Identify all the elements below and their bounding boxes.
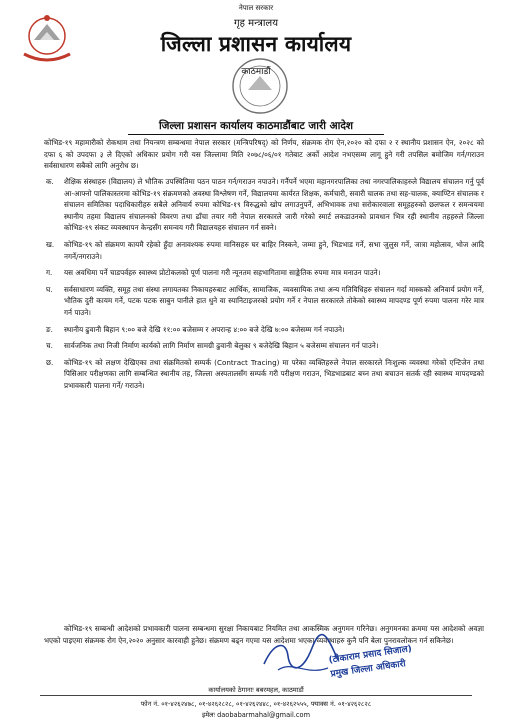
order-item-marker: च. [46, 341, 53, 351]
notice-closing: कोभिड-१९ सम्बन्धी आदेशको प्रभावकारी पालना सम्बन्धमा सुरक्षा निकायबाट नियमित तथा आकस्मिक अनुगमन गरिनेछ। अनुगमनका क्रममा यस आदेशको अवज्ञा भएको पाइएमा संक्रमक रोग ऐन,२०२० अनुसार कारवाही हुनेछ। संक्रमण बढ्न गएमा यस आदेशमा भएका व्यवस्थाहरु कुनै पनि बेला पुनरावलोकन गर्न सकिनेछ। [44, 624, 484, 645]
footer-divider [40, 695, 472, 696]
office-name: जिल्ला प्रशासन कार्यालय [160, 32, 352, 56]
order-item [44, 284, 484, 319]
ministry-name: गृह मन्त्रालय [233, 18, 279, 29]
government-name: नेपाल सरकार [238, 4, 274, 12]
office-stamp [230, 56, 290, 116]
order-item-marker: छ. [46, 357, 54, 367]
order-list [44, 176, 484, 397]
order-item-marker: ङ. [46, 324, 53, 334]
notice-intro: कोभिड-१९ महामारीको रोकथाम तथा नियन्त्रण सम्बन्धमा नेपाल सरकार (मन्त्रिपरिषद्) को निर्णय, संक्रमक रोग ऐन,२०२० को दफा २ र स्थानीय प्रशासन ऐन, २०२८ को दफा ६ को उपदफा ३ ले दिएको अधिकार प्रयोग गरी यस जिल्लामा मिति २०७८/०६/०१ गतेबाट अर्को आदेश नभएसम्म लागू हुने गरी तपसिल बमोजिम गर्न/गराउन सर्वसाधारण सबैको लागि अनुरोध छ। [44, 138, 484, 171]
order-item-text: स्थानीय ढुवानी बिहान ९:०० बजे देखि ११:०० बजेसम्म र अपरान्ह ४:०० बजे देखि ७:०० बजेसम्म गर्न नपाउने। [64, 324, 345, 334]
notice-title: जिल्ला प्रशासन कार्यालय काठमाडौंबाट जारी आदेश [128, 118, 384, 135]
order-item [44, 340, 484, 352]
order-item [44, 357, 484, 392]
order-item-text: सर्वसाधारण व्यक्ति, समूह तथा संस्था लगायतका निकायहरुबाट आर्थिक, सामाजिक, व्यवसायिक तथा अन्य गतिविधिहरु संचालन गर्दा मास्कको अनिवार्य प्रयोग गर्ने, भौतिक दुरी कायम गर्ने, पटक पटक साबुन पानीले हात धुने वा स्यानिटाइजरको प्रयोग गर्ने र नेपाल सरकारले तोकेको स्वास्थ्य मापदण्ड पूर्ण रुपमा पालना गरेर मात्र गर्न पाउने। [64, 284, 484, 317]
order-item [44, 267, 484, 279]
order-item [44, 324, 484, 336]
order-item-text: सार्वजनिक तथा निजी निर्माण कार्यको लागि निर्माण सामग्री ढुवानी बेलुका ९ बजेदेखि बिहान ५ बजेसम्म संचालन गर्न पाउने। [64, 341, 379, 351]
officer-stamp: (टीकाराम प्रसाद सिजाल) प्रमुख जिल्ला अधिकारी [328, 644, 413, 680]
order-item [44, 239, 484, 262]
order-item-marker: ग. [46, 268, 53, 278]
order-item-text: शैक्षिक संस्थाहरु (विद्यालय) ले भौतिक उपस्थितिमा पठन पाठन गर्न/गराउन नपाउने। गर्नैपर्ने भएमा महानगरपालिका तथा नगरपालिकाहरुले विद्यालय संचालन गर्नु पूर्व आ-आफ्नो पालिकास्तरमा कोभिड-१९ संक्रमणको अवस्था विश्लेषण गर्ने, विद्यालयमा कार्यरत शिक्षक, कर्मचारी, सवारी चालक तथा सह-चालक, क्याण्टिन संचालक र संचालन समितिका पदाधिकारीहरु सबैले अनिवार्य रुपमा कोभिड-१९ विरुद्धको खोप लगाउनुपर्ने, अभिभावक तथा सरोकारवाला समूहहरुको छलफल र समन्वयमा स्थानीय तहमा विद्यालय संचालनको विवरण तथा ढाँचा तयार गरी नेपाल सरकारले जारी गरेको स्मार्ट लकडाउनको प्रावधान भित्र रही स्थानीय तहहरुले जिल्ला कोभिड-१९ संकट व्यवस्थापन केन्द्रसँग समन्वय गरी विद्यालयहरु संचालन गर्न सक्ने। [64, 177, 484, 233]
order-item [44, 176, 484, 234]
order-item-text: यस अवधिमा पर्ने चाडपर्वहरु स्वास्थ्य प्रोटोकलको पूर्ण पालना गरी न्यूनतम सहभागितामा साङ्केतिक रुपमा मात्र मनाउन पाउने। [64, 268, 381, 278]
footer-phones: फोन नं. ०१-४२६२४७८, ०१-४२६२८२८, ०१-४२६२४४८, ०१-४२६२५५५, फ्याक्स नं. ०१-४२६२८२८ [140, 700, 372, 708]
office-location: काठमाडौं [241, 67, 271, 77]
order-item-text: कोभिड-१९ को लक्षण देखिएका तथा संक्रमितको सम्पर्क (Contract Tracing) मा परेका व्यक्तिहरुले नेपाल सरकारले निःशुल्क व्यवस्था गरेको एन्टिजेन तथा पिसिआर परीक्षणका लागि सम्बन्धित स्थानीय तह, जिल्ला अस्पतालसँग सम्पर्क गरी परीक्षण गराउन, भिडभाडबाट बच्न तथा बचाउन सतर्क रही स्वास्थ्य मापदण्डको प्रभावकारी पालना गर्ने/ गराउने। [64, 357, 484, 390]
footer-email: इमेलः daobabarmahal@gmail.com [202, 711, 310, 719]
order-item-marker: क. [46, 177, 54, 186]
order-item-text: कोभिड-१९ को संक्रमण कायमै रहेको हुँदा अनावश्यक रुपमा मानिसहरु घर बाहिर निस्कने, जम्मा हुने, भिडभाड गर्ने, सभा जुलुस गर्ने, जात्रा महोत्सव, भोज आदि नगर्ने/नगराउने। [64, 239, 484, 261]
order-item-marker: ख. [46, 239, 55, 249]
footer-address: कार्यालयको ठेगानाः बबरमहल, काठमाडौं [208, 686, 304, 694]
order-item-marker: घ. [46, 284, 53, 294]
